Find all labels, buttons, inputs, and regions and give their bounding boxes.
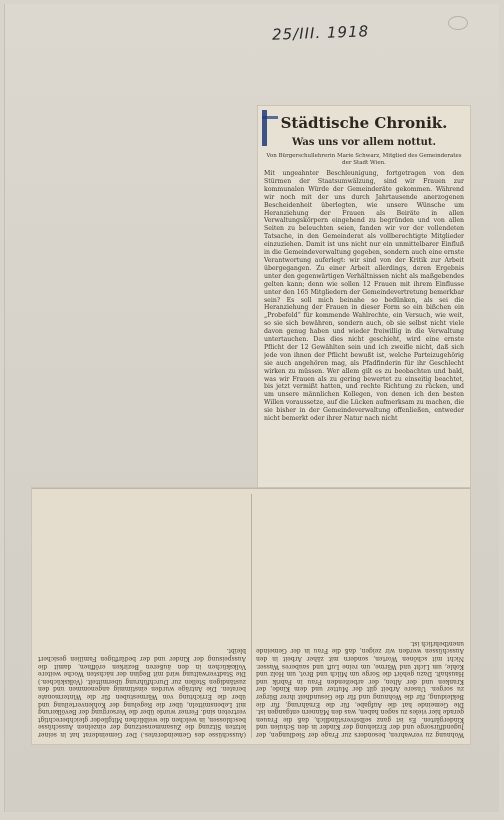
article-body: Mit ungeahnter Beschleunigung, fortgetragen von den Stürmen der Staatsumwälzung, sind wir Frauen zur kommunalen Würde der Gemeinderäte gekommen. Während wir noch mit der uns durch Jahrtausende anerzogenen Bescheidenheit überlegten, wie unsere Wünsche um Heranziehung der Frauen als Beiräte in allen Verwaltungskörpern eingehend zu begründen und von allen Seiten zu beleuchten seien, fanden wir vor der vollendeten Tatsache, in den Gemeinderat als vollberechtigte Mitglieder einzuziehen. Damit ist uns nicht nur ein unmittelbarer Einfluß in die Gemeindeverwaltung gegeben, sondern auch eine ernste Verantwortung auferlegt: wir sind von der Kritik zur Arbeit übergegangen. Zu einer Arbeit allerdings, deren Ergebnis unter den gegenwärtigen Verhältnissen nicht als maßgebendes gelten kann; denn wie sollen 12 Frauen mit ihrem Einflusse unter den 165 Mitgliedern der Gemeindevertretung bemerkbar sein? Es soll mich beinahe so bedünken, als sei die Heranziehung der Frauen in dieser Form so ein bißchen ein „Probefeld“ für kommende Wahlrechte, ein Versuch, wie weit, so sie sich bewähren, sondern auch, ob sie selbst nicht viele davon genug haben und wieder freiwillig in die Verwaltung untertauchen. Das dies nicht geschieht, wird eine ernste Pflicht der 12 Gewählten sein und ich zweifle nicht, daß sich jede von ihnen der Pflicht bewußt ist, welche Parteizugehörig sie auch angehören mag, als Pfadfinderin für ihr Geschlecht wirken zu müssen. Wer allem gilt es zu beobachten und bald, was wir Frauen als zu gering bewertet zu einseitig beachtet, bis jetzt vermißt hatten, und rechte Richtung zu rücken, und um unsere männlichen Kollegen, von denen ich den besten Willen voraussetze, auf die Lücken aufmerksam zu machen, die sie bisher in der Gemeindeverwaltung offenließen, entweder nicht bemerkt oder ihrer Natur nach nicht [264, 170, 464, 423]
newspaper-clipping-main [258, 106, 470, 490]
archive-stamp-mark [448, 16, 468, 30]
continuation-column-right: (Ausschüsse des Gemeinderates.) Der Gemeinderat hat in seiner letzten Sitzung die Zusammensetzung der einzelnen Ausschüsse beschlossen, in welchen die weiblichen Mitglieder gleichberechtigt vertreten sind. Ferner wurde über die Versorgung der Bevölkerung mit Lebensmitteln, über die Regelung der Kohlenverteilung und über die Errichtung von Wärmestuben für die Wintermonate beraten. Die Anträge wurden einstimmig angenommen und den zuständigen Stellen zur Durchführung übermittelt. (Volksküchen.) Die Stadtverwaltung wird mit Beginn der nächsten Woche weitere Volksküchen in den äußeren Bezirken eröffnen, damit die Ausspeisung der Kinder und der bedürftigen Familien gesichert bleibt. [38, 647, 246, 738]
column-divider [251, 494, 252, 738]
handwritten-date: 25/III. 1918 [271, 22, 370, 44]
article-byline: Von Bürgerschullehrerin Marie Schwarz, Mitglied des Gemeinderates der Stadt Wien. [266, 153, 462, 166]
blue-pencil-stroke [262, 116, 278, 119]
newspaper-clipping-continuation [32, 488, 470, 744]
article-headline: Was uns vor allem nottut. [292, 137, 436, 148]
clipping-fold-line [32, 488, 470, 489]
section-title: Städtische Chronik. [280, 114, 448, 132]
inverted-text-block [32, 488, 470, 744]
continuation-column-left: Wohnung zu verwahren, besonders zur Frage der Siedlungen, der Jugendfürsorge und der Erziehung der Kinder in den Schulen und Kindergärten. Es ist ganz selbstverständlich, daß die Frauen gerade hier vieles zu sagen haben, was den Männern entgangen ist. Die Gemeinde hat die Aufgabe, für die Ernährung, für die Bekleidung, für die Wohnung und für die Gesundheit ihrer Bürger zu sorgen. Unsere Arbeit gilt der Mutter und dem Kinde, der Kranken und der Alten, der arbeitenden Frau in Fabrik und Haushalt. Dazu gehört die Sorge um Milch und Brot, um Holz und Kohle, um Licht und Wärme, um reine Luft und sauberes Wasser. Nicht mit schönen Worten, sondern mit zäher Arbeit in den Ausschüssen werden wir zeigen, daß die Frau in der Gemeinde unentbehrlich ist. [256, 639, 464, 738]
